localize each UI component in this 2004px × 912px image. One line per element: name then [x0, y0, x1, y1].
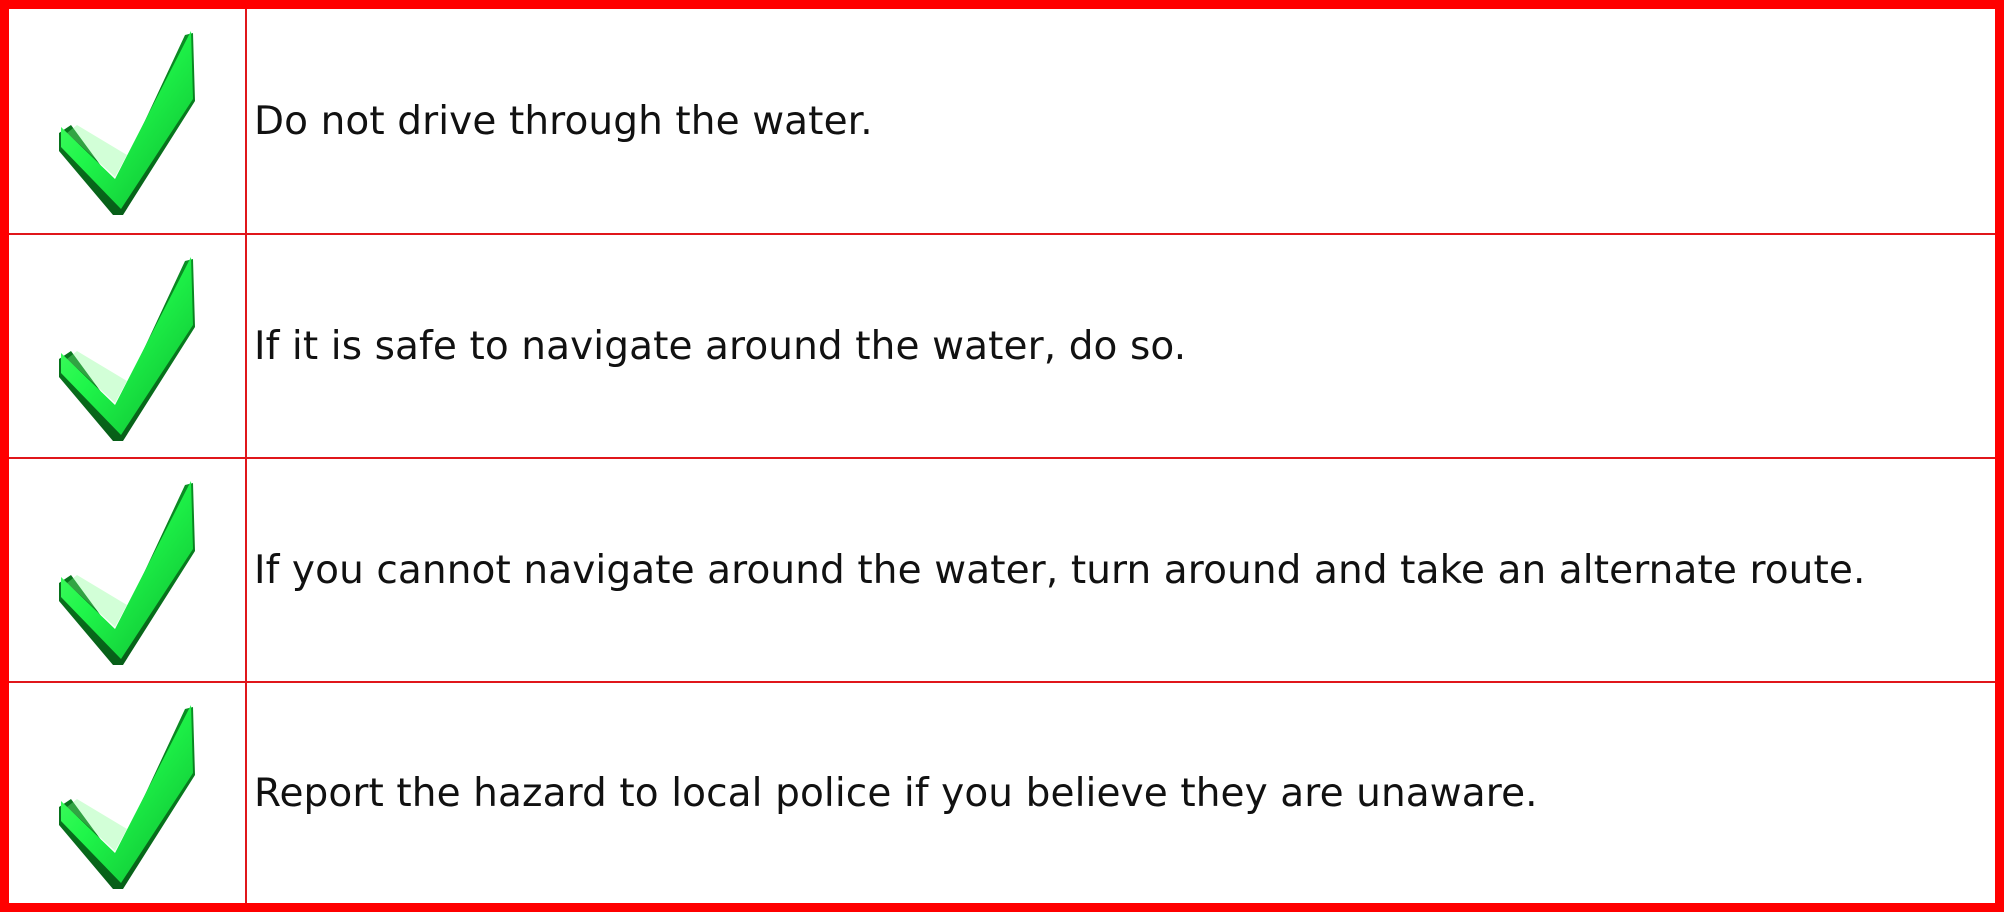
- instruction-text: Report the hazard to local police if you believe they are unaware.: [254, 770, 1538, 816]
- icon-cell: [9, 235, 247, 457]
- instruction-text: If it is safe to navigate around the water, do so.: [254, 323, 1187, 369]
- instruction-text: If you cannot navigate around the water, turn around and take an alternate route.: [254, 547, 1866, 593]
- instruction-text: Do not drive through the water.: [254, 98, 873, 144]
- icon-cell: [9, 459, 247, 681]
- table-row: [9, 457, 1995, 681]
- checkmark-icon: [57, 479, 197, 665]
- icon-cell: [9, 9, 247, 233]
- icon-cell: [9, 683, 247, 903]
- checkmark-icon: [57, 29, 197, 215]
- table-row: [9, 681, 1995, 903]
- table-row: [9, 9, 1995, 233]
- checkmark-icon: [57, 703, 197, 889]
- checkmark-icon: [57, 255, 197, 441]
- table-row: [9, 233, 1995, 457]
